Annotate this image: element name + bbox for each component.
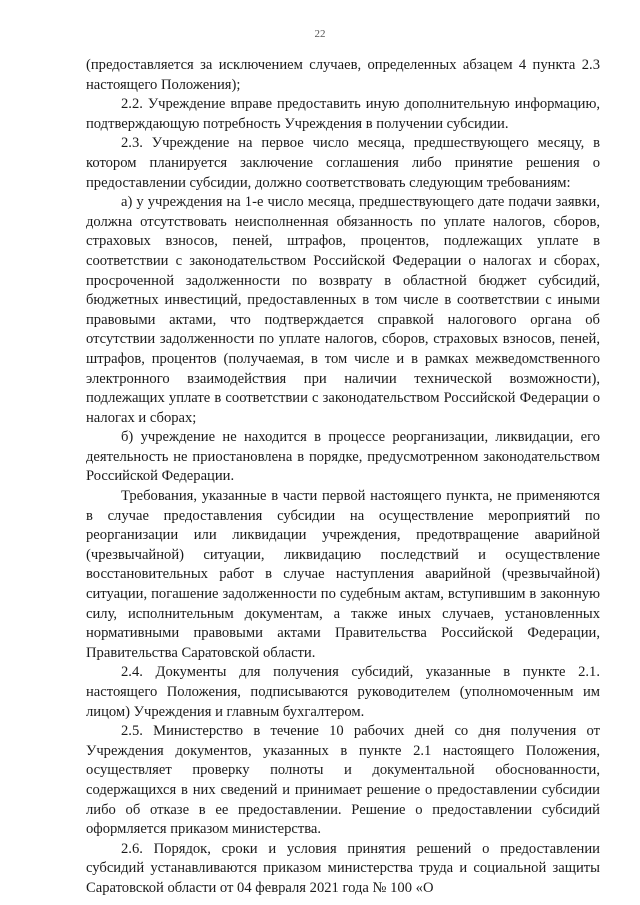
document-body [86, 56, 600, 899]
paragraph-requirements: Требования, указанные в части первой настоящего пункта, не применяются в случае предоставления субсидии на осуществление мероприятий по реорганизации или ликвидации учреждения, предотвращение аварийной (чрезвычайной) ситуации, ликвидацию последствий и осуществление восстановительных работ в случае наступления аварийной (чрезвычайной) ситуации, погашение задолженности по судебным актам, вступившим в законную силу, исполнительным документам, а также иных случаев, установленных нормативными правовыми актами Правительства Российской Федерации, Правительства Саратовской области. [86, 488, 600, 661]
page-number: 22 [314, 28, 326, 40]
paragraph-2-4: 2.4. Документы для получения субсидий, указанные в пункте 2.1. настоящего Положения, подписываются руководителем (уполномоченным им лицом) Учреждения и главным бухгалтером. [86, 664, 600, 720]
paragraph-2-3-b: б) учреждение не находится в процессе реорганизации, ликвидации, его деятельность не приостановлена в порядке, предусмотренном законодательством Российской Федерации. [86, 429, 600, 485]
paragraph-2-6: 2.6. Порядок, сроки и условия принятия решений о предоставлении субсидий устанавливаются приказом министерства труда и социальной защиты Саратовской области от 04 февраля 2021 года № 100 «О [86, 840, 600, 896]
paragraph-2-3: 2.3. Учреждение на первое число месяца, предшествующего месяцу, в котором планируется заключение соглашения либо принятие решения о предоставлении субсидии, должно соответствовать следующим требованиям: [86, 135, 600, 191]
paragraph-continuation: (предоставляется за исключением случаев, определенных абзацем 4 пункта 2.3 настоящего Положения); [86, 57, 600, 93]
paragraph-2-3-a: а) у учреждения на 1-е число месяца, предшествующего дате подачи заявки, должна отсутствовать неисполненная обязанность по уплате налогов, сборов, страховых взносов, пеней, штрафов, процентов, подлежащих уплате в соответствии с законодательством Российской Федерации о налогах и сборах, просроченной задолженности по возврату в областной бюджет субсидий, бюджетных инвестиций, предоставленных в том числе в соответствии с иными правовыми актами, что подтверждается справкой налогового органа об отсутствии задолженности по уплате налогов, сборов, страховых взносов, пеней, штрафов, процентов (получаемая, в том числе и в рамках межведомственного электронного взаимодействия при наличии технической возможности), подлежащих уплате в соответствии с законодательством Российской Федерации о налогах и сборах; [86, 194, 600, 426]
paragraph-2-5: 2.5. Министерство в течение 10 рабочих дней со дня получения от Учреждения документов, указанных в пункте 2.1 настоящего Положения, осуществляет проверку полноты и документальной обоснованности, содержащихся в них сведений и принимает решение о предоставлении субсидии либо об отказе в ее предоставлении. Решение о предоставлении субсидий оформляется приказом министерства. [86, 723, 600, 838]
paragraph-2-2: 2.2. Учреждение вправе предоставить иную дополнительную информацию, подтверждающую потребность Учреждения в получении субсидии. [86, 96, 600, 132]
